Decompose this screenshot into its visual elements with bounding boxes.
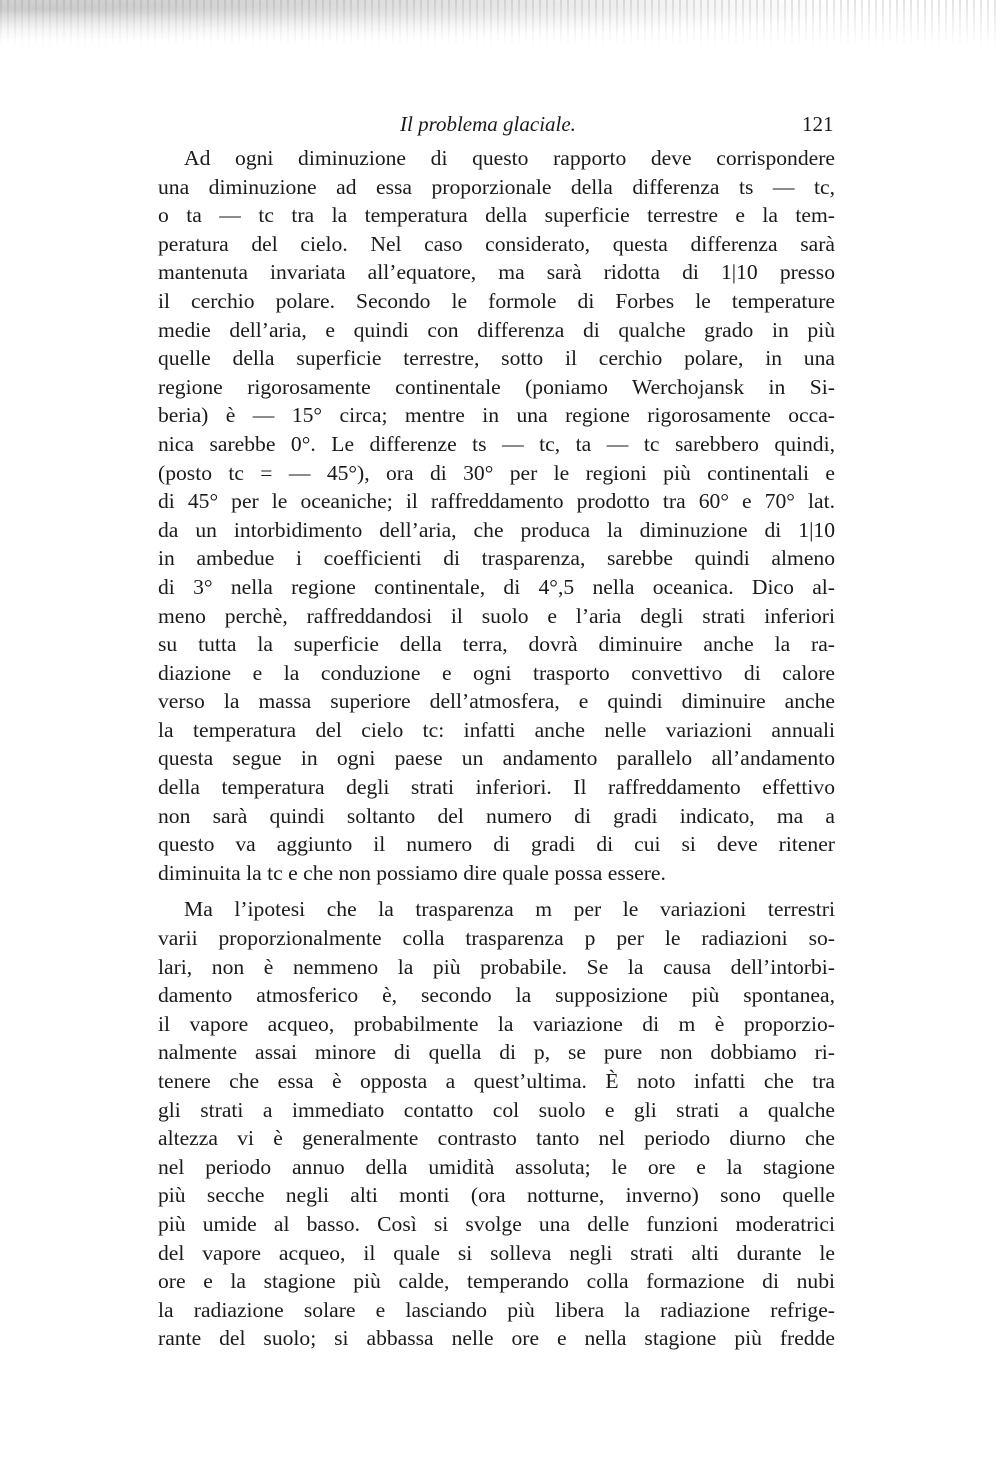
text-line: o ta — tc tra la temperatura della superficie terrestre e la tem-: [158, 203, 835, 228]
text-line: lari, non è nemmeno la più probabile. Se la causa dell’intorbi-: [158, 954, 835, 979]
text-line: damento atmosferico è, secondo la supposizione più spontanea,: [158, 983, 835, 1008]
text-line: Ad ogni diminuzione di questo rapporto deve corrispondere: [184, 146, 835, 170]
text-line: mantenuta invariata all’equatore, ma sarà ridotta di 1|10 presso: [158, 260, 835, 285]
text-line: questa segue in ogni paese un andamento parallelo all’andamento: [158, 746, 835, 771]
text-line: più secche negli alti monti (ora notturne, inverno) sono quelle: [158, 1183, 835, 1208]
text-line: la radiazione solare e lasciando più libera la radiazione refrige-: [158, 1297, 835, 1322]
text-line: una diminuzione ad essa proporzionale della differenza ts — tc,: [158, 174, 835, 199]
text-line: Ma l’ipotesi che la trasparenza m per le variazioni terrestri: [184, 897, 835, 922]
paragraph-1: [158, 144, 835, 887]
running-title: Il problema glaciale.: [400, 112, 576, 136]
paragraph-2: [158, 895, 835, 1353]
text-line: altezza vi è generalmente contrasto tanto nel periodo diurno che: [158, 1126, 835, 1151]
text-line: varii proporzionalmente colla trasparenza p per le radiazioni so-: [158, 926, 835, 951]
text-line: quelle della superficie terrestre, sotto il cerchio polare, in una: [158, 346, 835, 371]
text-line: regione rigorosamente continentale (poniamo Werchojansk in Si-: [158, 374, 835, 399]
text-line: la temperatura del cielo tc: infatti anche nelle variazioni annuali: [158, 717, 835, 742]
text-line: peratura del cielo. Nel caso considerato, questa differenza sarà: [158, 231, 835, 256]
text-line: medie dell’aria, e quindi con differenza di qualche grado in più: [158, 317, 835, 342]
text-line: nel periodo annuo della umidità assoluta; le ore e la stagione: [158, 1154, 835, 1179]
text-line: rante del suolo; si abbassa nelle ore e nella stagione più fredde: [158, 1326, 835, 1351]
body-text: [158, 144, 835, 1353]
text-line: diazione e la conduzione e ogni trasporto convettivo di calore: [158, 660, 835, 685]
text-line: da un intorbidimento dell’aria, che produca la diminuzione di 1|10: [158, 517, 835, 542]
text-line: ore e la stagione più calde, temperando colla formazione di nubi: [158, 1269, 835, 1294]
text-line: il cerchio polare. Secondo le formole di Forbes le temperature: [158, 288, 835, 313]
text-line: della temperatura degli strati inferiori. Il raffreddamento effettivo: [158, 775, 835, 800]
text-line: il vapore acqueo, probabilmente la variazione di m è proporzio-: [158, 1011, 835, 1036]
text-line: meno perchè, raffreddandosi il suolo e l’aria degli strati inferiori: [158, 603, 835, 628]
text-line: non sarà quindi soltanto del numero di gradi indicato, ma a: [158, 803, 835, 828]
text-line: in ambedue i coefficienti di trasparenza, sarebbe quindi almeno: [158, 546, 835, 571]
scan-edge-noise: [0, 0, 1000, 48]
text-line: di 3° nella regione continentale, di 4°,5 nella oceanica. Dico al-: [158, 574, 835, 599]
text-line: su tutta la superficie della terra, dovrà diminuire anche la ra-: [158, 632, 835, 657]
text-line: questo va aggiunto il numero di gradi di cui si deve ritener: [158, 832, 835, 857]
text-line: tenere che essa è opposta a quest’ultima. È noto infatti che tra: [158, 1069, 835, 1093]
text-line: del vapore acqueo, il quale si solleva negli strati alti durante le: [158, 1240, 835, 1265]
text-line: gli strati a immediato contatto col suolo e gli strati a qualche: [158, 1097, 835, 1122]
text-line: nica sarebbe 0°. Le differenze ts — tc, ta — tc sarebbero quindi,: [158, 431, 835, 456]
page-number: 121: [802, 112, 834, 136]
text-line: di 45° per le oceaniche; il raffreddamento prodotto tra 60° e 70° lat.: [158, 489, 835, 514]
running-header: [0, 108, 1000, 142]
text-line: beria) è — 15° circa; mentre in una regione rigorosamente occa-: [158, 403, 835, 428]
text-line: verso la massa superiore dell’atmosfera, e quindi diminuire anche: [158, 689, 835, 714]
paragraph-gap: [158, 887, 835, 895]
text-line: più umide al basso. Così si svolge una delle funzioni moderatrici: [158, 1211, 835, 1236]
text-line: diminuita la tc e che non possiamo dire quale possa essere.: [158, 860, 666, 885]
text-line: (posto tc = — 45°), ora di 30° per le regioni più continentali e: [158, 460, 835, 485]
text-line: nalmente assai minore di quella di p, se pure non dobbiamo ri-: [158, 1040, 835, 1065]
